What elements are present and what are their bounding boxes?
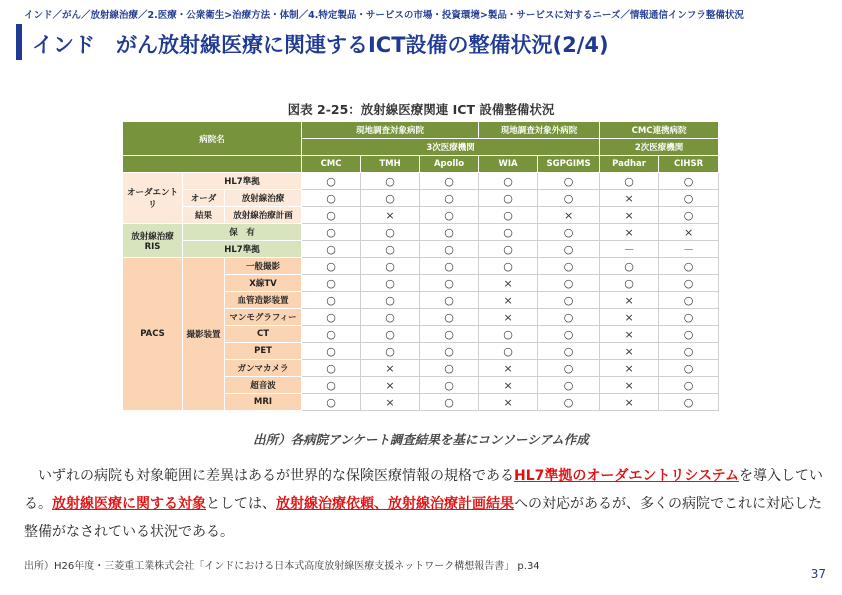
body-text-2: を導入している。 bbox=[24, 468, 823, 512]
status-cell: ○ bbox=[302, 224, 361, 241]
status-cell: ○ bbox=[659, 326, 719, 343]
status-cell: ○ bbox=[600, 173, 659, 190]
header-hospital: CIHSR bbox=[659, 156, 719, 173]
status-cell: ○ bbox=[420, 224, 479, 241]
row-label: MRI bbox=[225, 394, 302, 411]
status-cell: ○ bbox=[479, 241, 538, 258]
status-cell: ○ bbox=[600, 258, 659, 275]
body-text-1: いずれの病院も対象範囲に差異はあるが世界的な保険医療情報の規格である bbox=[38, 468, 514, 484]
status-cell: ○ bbox=[659, 275, 719, 292]
status-cell: × bbox=[479, 309, 538, 326]
status-cell: ○ bbox=[659, 207, 719, 224]
header-hospital: SGPGIMS bbox=[538, 156, 600, 173]
status-cell: ○ bbox=[302, 173, 361, 190]
status-cell: ○ bbox=[420, 360, 479, 377]
status-cell: ○ bbox=[538, 326, 600, 343]
status-cell: ○ bbox=[538, 258, 600, 275]
status-cell: × bbox=[600, 326, 659, 343]
status-cell: ○ bbox=[420, 309, 479, 326]
status-cell: ○ bbox=[538, 377, 600, 394]
figure-caption: 図表 2-25：放射線医療関連 ICT 設備整備状況 bbox=[287, 102, 555, 117]
status-cell: × bbox=[479, 360, 538, 377]
subsection-imaging-device: 撮影装置 bbox=[183, 258, 225, 411]
status-cell: × bbox=[479, 275, 538, 292]
header-hospital: WIA bbox=[479, 156, 538, 173]
status-cell: ○ bbox=[659, 394, 719, 411]
status-cell: ○ bbox=[420, 258, 479, 275]
status-cell: × bbox=[600, 377, 659, 394]
status-cell: ○ bbox=[361, 173, 420, 190]
status-cell: ○ bbox=[420, 173, 479, 190]
status-cell: ○ bbox=[479, 224, 538, 241]
ict-status-table bbox=[122, 121, 719, 411]
status-cell: ○ bbox=[302, 377, 361, 394]
page-number: 37 bbox=[810, 567, 826, 581]
table-row bbox=[123, 207, 719, 224]
status-cell: × bbox=[600, 190, 659, 207]
footnote-source: 出所）H26年度・三菱重工業株式会社「インドにおける日本式高度放射線医療支援ネットワーク構想報告書」 p.34 bbox=[24, 561, 540, 572]
status-cell: ○ bbox=[659, 309, 719, 326]
row-label: 一般撮影 bbox=[225, 258, 302, 275]
status-cell: ○ bbox=[538, 292, 600, 309]
status-cell: ○ bbox=[420, 190, 479, 207]
header-tertiary: 3次医療機関 bbox=[302, 139, 600, 156]
header-group-target: 現地調査対象病院 bbox=[302, 122, 479, 139]
status-cell: ○ bbox=[659, 190, 719, 207]
status-cell: ○ bbox=[479, 207, 538, 224]
subsection-order: オーダ bbox=[183, 190, 225, 207]
header-blank bbox=[123, 156, 302, 173]
page-title: インド がん放射線医療に関連するICT設備の整備状況(2/4) bbox=[32, 33, 609, 57]
status-cell: ○ bbox=[420, 343, 479, 360]
status-cell: ○ bbox=[302, 207, 361, 224]
table-row bbox=[123, 190, 719, 207]
status-cell: ○ bbox=[538, 309, 600, 326]
breadcrumb: インド／がん／放射線治療／2.医療・公衆衛生>治療方法・体制／4.特定製品・サービスの市場・投資環境>製品・サービスに対するニーズ／情報通信インフラ整備状況 bbox=[24, 10, 744, 21]
row-label: マンモグラフィー bbox=[225, 309, 302, 326]
status-cell: ○ bbox=[302, 241, 361, 258]
status-cell: ○ bbox=[659, 360, 719, 377]
status-cell: × bbox=[600, 394, 659, 411]
status-cell: ○ bbox=[600, 275, 659, 292]
status-cell: × bbox=[479, 292, 538, 309]
status-cell: ○ bbox=[420, 241, 479, 258]
table-body bbox=[123, 173, 719, 411]
status-cell: × bbox=[600, 292, 659, 309]
status-cell: ○ bbox=[420, 207, 479, 224]
status-cell: × bbox=[361, 207, 420, 224]
status-cell: ○ bbox=[302, 309, 361, 326]
status-cell: ○ bbox=[302, 275, 361, 292]
status-cell: ○ bbox=[302, 326, 361, 343]
row-label: 放射線治療計画 bbox=[225, 207, 302, 224]
status-cell: ○ bbox=[538, 343, 600, 360]
status-cell: ○ bbox=[659, 292, 719, 309]
table-row bbox=[123, 258, 719, 275]
body-text-3: としては、 bbox=[206, 496, 276, 512]
source-caption: 出所）各病院アンケート調査結果を基にコンソーシアム作成 bbox=[253, 432, 589, 447]
body-text-4: への対応があるが、多くの病院でこれに対応した整備がなされている状況である。 bbox=[24, 496, 822, 540]
row-label: ガンマカメラ bbox=[225, 360, 302, 377]
status-cell: ○ bbox=[420, 326, 479, 343]
status-cell: × bbox=[361, 377, 420, 394]
table-row bbox=[123, 241, 719, 258]
status-cell: × bbox=[600, 224, 659, 241]
row-label: 超音波 bbox=[225, 377, 302, 394]
status-cell: ○ bbox=[659, 343, 719, 360]
section-order-entry: オーダエントリ bbox=[123, 173, 183, 224]
header-hospital: Apollo bbox=[420, 156, 479, 173]
header-group-non-target: 現地調査対象外病院 bbox=[479, 122, 600, 139]
body-paragraph bbox=[24, 462, 824, 546]
section-pacs: PACS bbox=[123, 258, 183, 411]
status-cell: ○ bbox=[538, 394, 600, 411]
header-group-cmc: CMC連携病院 bbox=[600, 122, 719, 139]
highlight-radiation-target: 放射線医療に関する対象 bbox=[52, 496, 206, 512]
status-cell: ○ bbox=[538, 224, 600, 241]
status-cell: ○ bbox=[361, 292, 420, 309]
header-hospital-name: 病院名 bbox=[123, 122, 302, 156]
status-cell: ○ bbox=[420, 394, 479, 411]
status-cell: ○ bbox=[479, 343, 538, 360]
row-label: X線TV bbox=[225, 275, 302, 292]
status-cell: × bbox=[659, 224, 719, 241]
title-accent-bar bbox=[16, 24, 22, 60]
status-cell: ○ bbox=[659, 258, 719, 275]
status-cell: ○ bbox=[420, 275, 479, 292]
status-cell: ○ bbox=[538, 190, 600, 207]
row-label: HL7準拠 bbox=[183, 173, 302, 190]
status-cell: × bbox=[538, 207, 600, 224]
status-cell: ○ bbox=[479, 190, 538, 207]
status-cell: ○ bbox=[479, 258, 538, 275]
header-hospital: CMC bbox=[302, 156, 361, 173]
status-cell: ○ bbox=[361, 343, 420, 360]
status-cell: ○ bbox=[302, 394, 361, 411]
row-label: 血管造影装置 bbox=[225, 292, 302, 309]
status-cell: × bbox=[479, 377, 538, 394]
status-cell: ○ bbox=[538, 275, 600, 292]
status-cell: ○ bbox=[302, 190, 361, 207]
status-cell: × bbox=[600, 207, 659, 224]
status-cell: × bbox=[479, 394, 538, 411]
row-label: PET bbox=[225, 343, 302, 360]
subsection-result: 結果 bbox=[183, 207, 225, 224]
status-cell: ○ bbox=[302, 258, 361, 275]
status-cell: × bbox=[600, 360, 659, 377]
row-label: CT bbox=[225, 326, 302, 343]
status-cell: － bbox=[600, 241, 659, 258]
status-cell: ○ bbox=[479, 173, 538, 190]
table-row bbox=[123, 173, 719, 190]
status-cell: ○ bbox=[361, 224, 420, 241]
header-hospital: Padhar bbox=[600, 156, 659, 173]
header-secondary: 2次医療機関 bbox=[600, 139, 719, 156]
status-cell: ○ bbox=[479, 326, 538, 343]
status-cell: × bbox=[600, 309, 659, 326]
highlight-treatment-request: 放射線治療依頼、放射線治療計画結果 bbox=[276, 496, 514, 512]
status-cell: ○ bbox=[659, 377, 719, 394]
status-cell: ○ bbox=[538, 360, 600, 377]
status-cell: ○ bbox=[361, 275, 420, 292]
row-label: HL7準拠 bbox=[183, 241, 302, 258]
status-cell: ○ bbox=[302, 343, 361, 360]
status-cell: ○ bbox=[361, 258, 420, 275]
status-cell: ○ bbox=[420, 292, 479, 309]
status-cell: ○ bbox=[538, 241, 600, 258]
status-cell: ○ bbox=[302, 360, 361, 377]
highlight-hl7: HL7準拠のオーダエントリシステム bbox=[514, 468, 739, 484]
row-label: 放射線治療 bbox=[225, 190, 302, 207]
status-cell: ○ bbox=[538, 173, 600, 190]
status-cell: ○ bbox=[361, 309, 420, 326]
status-cell: ○ bbox=[420, 377, 479, 394]
status-cell: ○ bbox=[361, 326, 420, 343]
status-cell: ○ bbox=[361, 190, 420, 207]
header-hospital: TMH bbox=[361, 156, 420, 173]
table-row bbox=[123, 224, 719, 241]
status-cell: ○ bbox=[361, 241, 420, 258]
status-cell: ○ bbox=[302, 292, 361, 309]
status-cell: × bbox=[361, 394, 420, 411]
section-ris: 放射線治療 RIS bbox=[123, 224, 183, 258]
status-cell: ○ bbox=[659, 173, 719, 190]
status-cell: × bbox=[600, 343, 659, 360]
row-label: 保 有 bbox=[183, 224, 302, 241]
status-cell: × bbox=[361, 360, 420, 377]
status-cell: － bbox=[659, 241, 719, 258]
